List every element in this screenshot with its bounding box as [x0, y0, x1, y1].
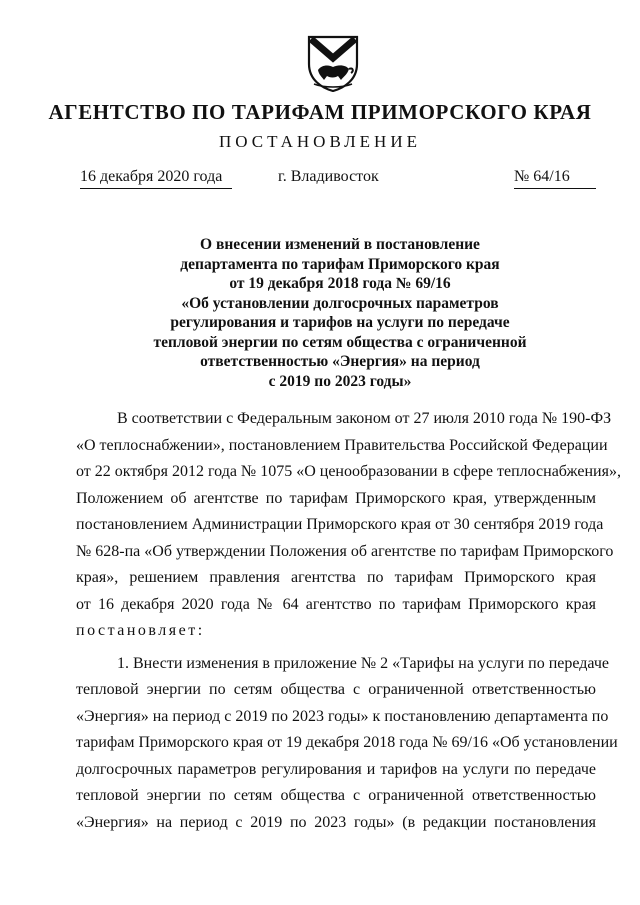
body-line: тепловой энергии по сетям общества с ограниченной ответственностью — [76, 681, 596, 698]
body-line: постановлением Администрации Приморского края от 30 сентября 2019 года — [76, 516, 604, 533]
title-line: с 2019 по 2023 годы» — [268, 372, 412, 390]
document-date: 16 декабря 2020 года — [80, 168, 232, 189]
body-line: тепловой энергии по сетям общества с ограниченной ответственностью — [76, 787, 596, 804]
title-line: департамента по тарифам Приморского края — [180, 255, 500, 273]
document-type: ПОСТАНОВЛЕНИЕ — [218, 132, 421, 151]
body-line: «О теплоснабжении», постановлением Правительства Российской Федерации — [76, 436, 608, 454]
body-line: края», решением правления агентства по тарифам Приморского края — [76, 569, 596, 586]
document-title — [140, 235, 540, 391]
body-line: от 16 декабря 2020 года № 64 агентство по тарифам Приморского края — [76, 595, 596, 613]
document-number: № 64/16 — [514, 168, 596, 189]
coat-of-arms-icon — [306, 34, 360, 92]
body-line: долгосрочных параметров регулирования и тарифов на услуги по передаче — [76, 760, 596, 778]
body-line: тарифам Приморского края от 19 декабря 2018 года № 69/16 «Об установлении — [76, 734, 618, 751]
document-body — [76, 406, 621, 836]
body-line: «Энергия» на период с 2019 по 2023 годы» к постановлению департамента по — [76, 707, 609, 725]
body-line: № 628-па «Об утверждении Положения об агентстве по тарифам Приморского — [76, 542, 614, 560]
title-line: ответственностью «Энергия» на период — [200, 353, 480, 370]
title-line: «Об установлении долгосрочных параметров — [181, 294, 499, 312]
title-line: О внесении изменений в постановление — [200, 236, 480, 253]
body-line: «Энергия» на период с 2019 по 2023 годы» (в редакции постановления — [76, 813, 596, 831]
title-line: регулирования и тарифов на услуги по передаче — [170, 314, 510, 331]
body-line: 1. Внести изменения в приложение № 2 «Тарифы на услуги по передаче — [117, 654, 610, 672]
body-line: В соответствии с Федеральным законом от 27 июля 2010 года № 190-ФЗ — [117, 410, 612, 427]
title-line: тепловой энергии по сетям общества с ограниченной — [153, 333, 527, 351]
agency-name: АГЕНТСТВО ПО ТАРИФАМ ПРИМОРСКОГО КРАЯ — [48, 100, 592, 124]
resolves-line: постановляет: — [76, 622, 205, 639]
title-line: от 19 декабря 2018 года № 69/16 — [229, 275, 451, 292]
body-line: от 22 октября 2012 года № 1075 «О ценообразовании в сфере теплоснабжения», — [76, 463, 621, 480]
body-line: Положением об агентстве по тарифам Приморского края, утвержденным — [76, 489, 596, 507]
document-city: г. Владивосток — [278, 168, 379, 185]
